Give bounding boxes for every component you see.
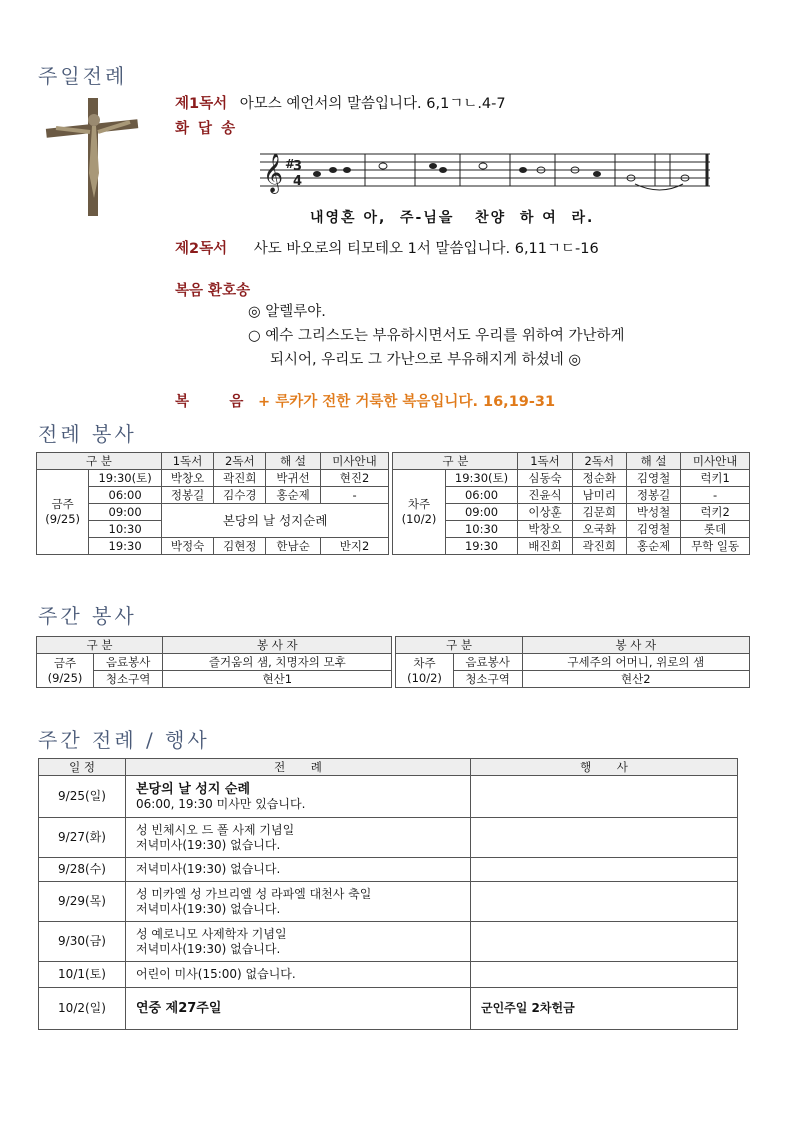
table-row: 10/1(토) 어린이 미사(15:00) 없습니다. bbox=[39, 962, 738, 988]
col-header: 전 례 bbox=[126, 759, 471, 776]
table-row: 19:30 박정숙 김현정 한남순 반지2 19:30 배진희 곽진희 홍순제 무학 일동 bbox=[37, 538, 750, 555]
col-header: 1독서 bbox=[518, 453, 572, 470]
gospel-text: + 루카가 전한 거룩한 복음입니다. 16,19-31 bbox=[258, 394, 556, 410]
table-row: 9/25(일) 본당의 날 성지 순례 06:00, 19:30 미사만 있습니다. bbox=[39, 776, 738, 818]
section-title-weekly-events: 주간 전례 / 행사 bbox=[38, 728, 210, 752]
week-cell: 차주 (10/2) bbox=[393, 470, 445, 555]
acclamation-line1: ◎ 알렐루야. bbox=[248, 304, 326, 320]
psalm-lyrics: 내영혼 아, 주-님을 찬양 하 여 라. bbox=[310, 210, 595, 226]
col-header: 봉 사 자 bbox=[163, 637, 392, 654]
col-header: 2독서 bbox=[214, 453, 266, 470]
table-row: 06:00 정봉길 김수경 홍순제 - 06:00 진윤식 남미리 정봉길 - bbox=[37, 487, 750, 504]
liturgy-table bbox=[36, 452, 750, 555]
svg-text:3: 3 bbox=[293, 159, 303, 174]
table-row: 금주 (9/25) 19:30(토) 박창오 곽진희 박귀선 현진2 차주 (10/2) 19:30(토) 심동숙 정순화 김영철 럭키1 bbox=[37, 470, 750, 487]
acclamation-label: 복음 환호송 bbox=[175, 283, 251, 299]
reading1-text: 아모스 예언서의 말씀입니다. 6,1ㄱㄴ.4-7 bbox=[239, 96, 506, 112]
svg-text:𝄞: 𝄞 bbox=[263, 153, 284, 193]
table-row: 10:30 10:30 박창오 오국화 김영철 롯데 bbox=[37, 521, 750, 538]
col-header: 1독서 bbox=[161, 453, 213, 470]
reading2-text: 사도 바오로의 티모테오 1서 말씀입니다. 6,11ㄱㄷ-16 bbox=[253, 241, 599, 257]
week-cell: 금주 (9/25) bbox=[37, 654, 94, 688]
col-header: 행 사 bbox=[471, 759, 738, 776]
psalm-label: 화 답 송 bbox=[175, 121, 238, 137]
events-table bbox=[38, 758, 738, 1030]
reading2 bbox=[175, 237, 599, 258]
gospel-label: 복 음 bbox=[175, 394, 244, 410]
week-cell: 차주 (10/2) bbox=[396, 654, 453, 688]
col-header: 해 설 bbox=[626, 453, 680, 470]
col-header: 구 분 bbox=[393, 453, 518, 470]
reading1-label: 제1독서 bbox=[175, 96, 228, 112]
crucifix-icon bbox=[42, 98, 142, 216]
section-title-weekly-service: 주간 봉사 bbox=[38, 604, 137, 628]
col-header: 일 정 bbox=[39, 759, 126, 776]
psalm-music-staff bbox=[255, 140, 715, 205]
reading2-label: 제2독서 bbox=[175, 241, 228, 257]
weekly-service-table bbox=[36, 636, 750, 688]
acclamation-line2: ○ 예수 그리스도는 부유하시면서도 우리를 위하여 가난하게 bbox=[248, 328, 625, 344]
table-row: 9/29(목) 성 미카엘 성 가브리엘 성 라파엘 대천사 축일 저녁미사(19:30) 없습니다. bbox=[39, 882, 738, 922]
gospel bbox=[175, 390, 555, 411]
svg-text:4: 4 bbox=[293, 174, 303, 189]
table-row: 청소구역 현산1 청소구역 현산2 bbox=[37, 671, 750, 688]
section-title-liturgy-service: 전례 봉사 bbox=[38, 422, 137, 446]
table-row: 09:00 본당의 날 성지순례 09:00 이상훈 김문희 박성철 럭키2 bbox=[37, 504, 750, 521]
week-cell: 금주 (9/25) bbox=[37, 470, 89, 555]
col-header: 2독서 bbox=[572, 453, 626, 470]
section-title-sunday-liturgy: 주일전례 bbox=[38, 64, 128, 88]
col-header: 구 분 bbox=[37, 453, 162, 470]
reading1 bbox=[175, 92, 506, 113]
col-header: 해 설 bbox=[266, 453, 320, 470]
table-row: 9/28(수) 저녁미사(19:30) 없습니다. bbox=[39, 858, 738, 882]
col-header: 미사안내 bbox=[320, 453, 389, 470]
col-header: 구 분 bbox=[396, 637, 522, 654]
col-header: 미사안내 bbox=[681, 453, 750, 470]
table-row: 10/2(일) 연중 제27주일 군인주일 2차헌금 bbox=[39, 988, 738, 1030]
table-row: 9/27(화) 성 빈체시오 드 폴 사제 기념일 저녁미사(19:30) 없습니다. bbox=[39, 818, 738, 858]
col-header: 구 분 bbox=[37, 637, 163, 654]
col-header: 봉 사 자 bbox=[522, 637, 749, 654]
pilgrimage-cell: 본당의 날 성지순례 bbox=[161, 504, 388, 538]
table-row: 9/30(금) 성 예로니모 사제학자 기념일 저녁미사(19:30) 없습니다. bbox=[39, 922, 738, 962]
table-row: 금주 (9/25) 음료봉사 즐거움의 샘, 치명자의 모후 차주 (10/2) 음료봉사 구세주의 어머니, 위로의 샘 bbox=[37, 654, 750, 671]
acclamation-line3: 되시어, 우리도 그 가난으로 부유해지게 하셨네 ◎ bbox=[270, 352, 582, 368]
svg-text:#: # bbox=[285, 157, 296, 171]
